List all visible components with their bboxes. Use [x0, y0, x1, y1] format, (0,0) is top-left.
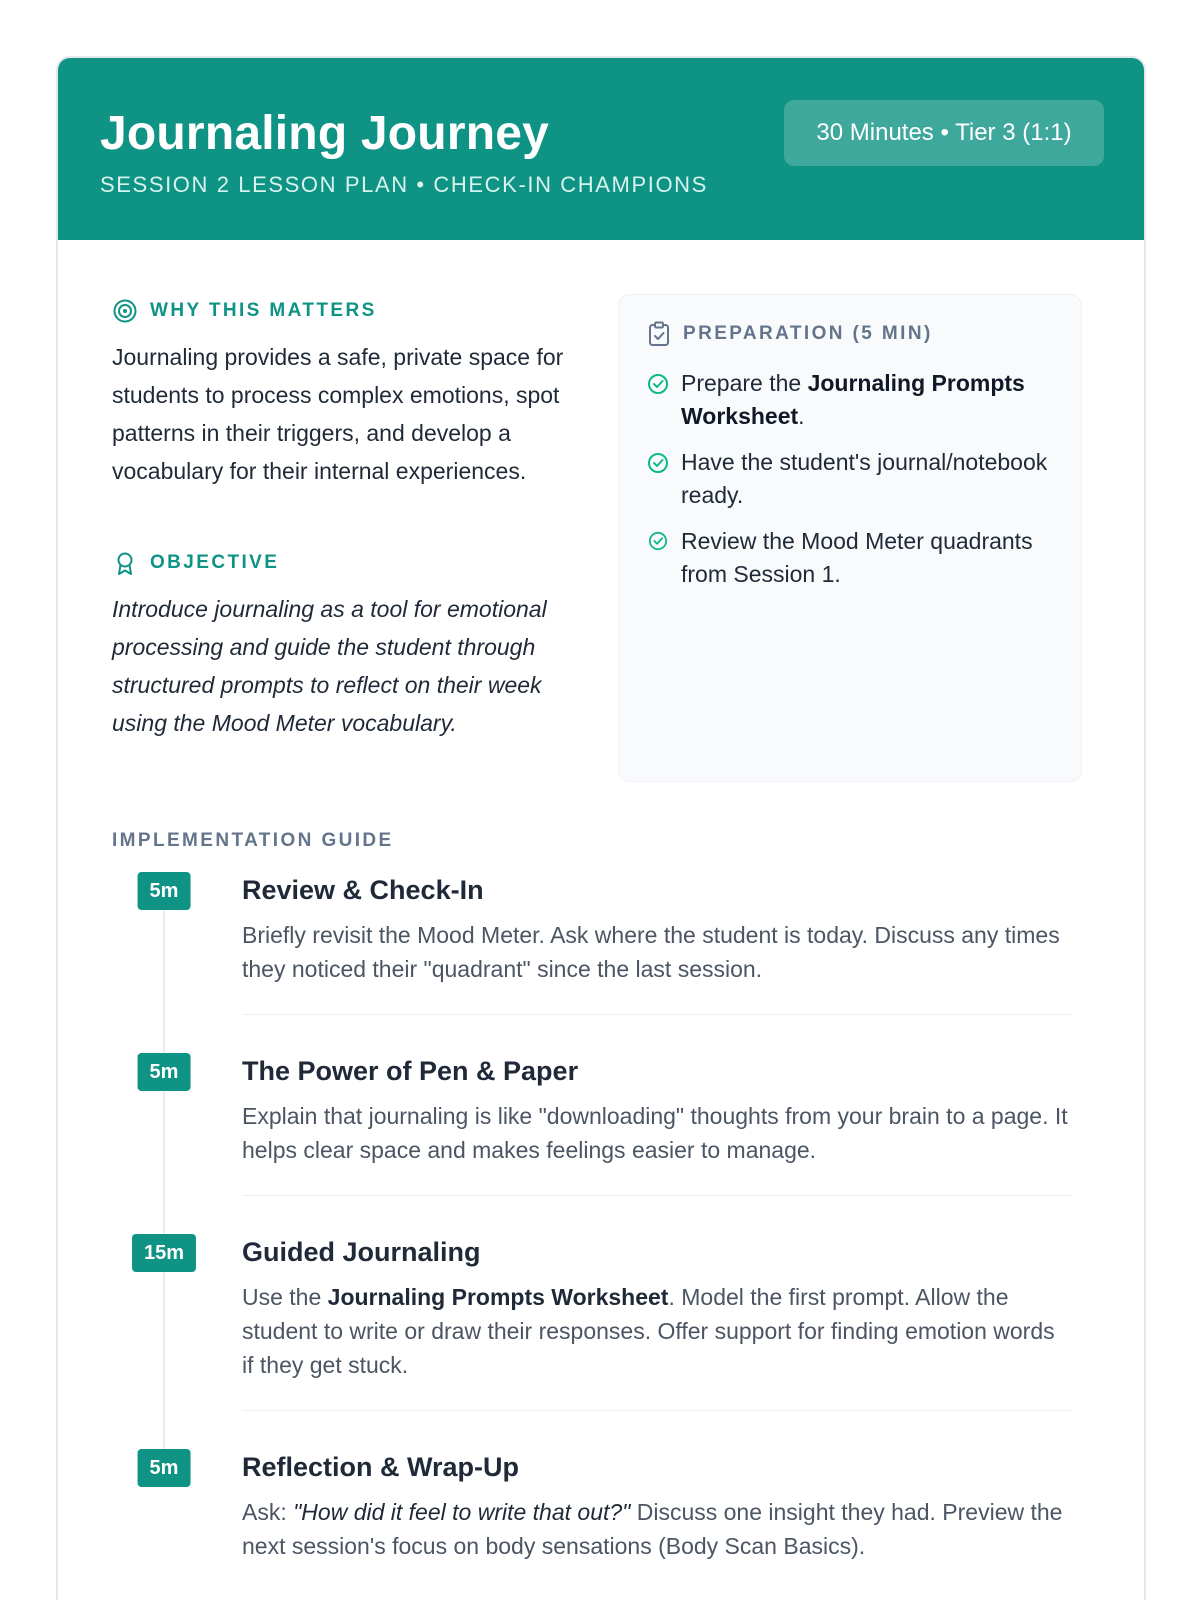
- page-subtitle: SESSION 2 LESSON PLAN • CHECK-IN CHAMPIONS: [100, 172, 708, 197]
- step-title: Guided Journaling: [242, 1237, 481, 1267]
- preparation-list: [647, 367, 1053, 591]
- step-duration-badge: 15m: [132, 1234, 196, 1272]
- preparation-label: PREPARATION (5 MIN): [683, 323, 933, 344]
- step-description: [242, 1280, 1072, 1382]
- preparation-item-text-part: Prepare the: [681, 370, 808, 396]
- objective-text: Introduce journaling as a tool for emotional processing and guide the student through structured prompts to reflect on their week using the Mood Meter vocabulary.: [112, 596, 547, 736]
- implementation-guide-heading: IMPLEMENTATION GUIDE: [112, 830, 394, 851]
- objective-label: OBJECTIVE: [150, 552, 280, 573]
- step-description-text: Discuss one insight they had. Preview the next session's focus on body sensations (Body Scan Basics).: [242, 1499, 1063, 1559]
- preparation-panel: [618, 294, 1082, 782]
- preparation-item-text: [681, 367, 1053, 433]
- step-title: The Power of Pen & Paper: [242, 1056, 579, 1086]
- preparation-item-text-part: .: [798, 403, 805, 429]
- step-title: Reflection & Wrap-Up: [242, 1452, 520, 1482]
- step-timeline: [112, 1449, 242, 1600]
- implementation-step: [112, 1053, 1072, 1234]
- step-description-text: Use the: [242, 1284, 328, 1310]
- step-duration-badge: 5m: [138, 1053, 191, 1091]
- step-duration-badge: 5m: [138, 872, 191, 910]
- step-content: [242, 872, 1072, 1015]
- step-description-text: Briefly revisit the Mood Meter. Ask where the student is today. Discuss any times they noticed their "quadrant" since the last session.: [242, 922, 1060, 982]
- step-description: [242, 918, 1072, 986]
- step-description-text: Explain that journaling is like "downloading" thoughts from your brain to a page. It helps clear space and makes feelings easier to manage.: [242, 1103, 1068, 1163]
- lesson-plan-card: [56, 56, 1146, 1600]
- implementation-step: [112, 1234, 1072, 1449]
- implementation-step: [112, 1449, 1072, 1600]
- step-description-quote: "How did it feel to write that out?": [293, 1499, 631, 1525]
- check-circle-icon: [647, 452, 669, 474]
- award-ribbon-icon: [112, 550, 138, 576]
- why-this-matters-heading: [112, 298, 572, 324]
- step-description: [242, 1495, 1072, 1563]
- step-title: Review & Check-In: [242, 875, 484, 905]
- check-circle-icon: [647, 373, 669, 395]
- step-duration-badge: 5m: [138, 1449, 191, 1487]
- duration-tier-badge: 30 Minutes • Tier 3 (1:1): [784, 100, 1104, 166]
- header-banner: [58, 58, 1144, 240]
- implementation-steps: [112, 872, 1072, 1600]
- target-icon: [112, 298, 138, 324]
- clipboard-check-icon: [647, 321, 671, 347]
- preparation-item: [647, 525, 1053, 591]
- preparation-item-text: Review the Mood Meter quadrants from Session 1.: [681, 528, 1033, 587]
- why-this-matters-text: Journaling provides a safe, private space for students to process complex emotions, spot patterns in their triggers, and develop a vocabulary for their internal experiences.: [112, 344, 564, 484]
- timeline-connector: [163, 910, 165, 1053]
- step-timeline: [112, 1234, 242, 1449]
- timeline-connector: [163, 1272, 165, 1449]
- preparation-item-text: Have the student's journal/notebook ready.: [681, 449, 1048, 508]
- preparation-item: [647, 367, 1053, 433]
- timeline-connector: [163, 1091, 165, 1234]
- preparation-item: [647, 446, 1053, 512]
- implementation-step: [112, 872, 1072, 1053]
- step-description-bold: Journaling Prompts Worksheet: [327, 1284, 669, 1310]
- step-content: [242, 1449, 1072, 1591]
- why-this-matters-label: WHY THIS MATTERS: [150, 300, 377, 321]
- preparation-heading: [647, 321, 1053, 347]
- step-content: [242, 1053, 1072, 1196]
- step-description-text: Ask:: [242, 1499, 294, 1525]
- step-content: [242, 1234, 1072, 1411]
- step-description-text: . Model the first prompt. Allow the student to write or draw their responses. Offer support for finding emotion words if they get stuck.: [242, 1284, 1055, 1378]
- page-title: Journaling Journey: [100, 107, 550, 160]
- step-description: [242, 1099, 1072, 1167]
- preparation-item-bold: Journaling Prompts Worksheet: [681, 370, 1025, 429]
- step-timeline: [112, 1053, 242, 1234]
- step-timeline: [112, 872, 242, 1053]
- check-circle-icon: [647, 531, 669, 551]
- objective-heading: [112, 550, 572, 576]
- why-this-matters-section: [112, 298, 572, 490]
- objective-section: [112, 550, 572, 742]
